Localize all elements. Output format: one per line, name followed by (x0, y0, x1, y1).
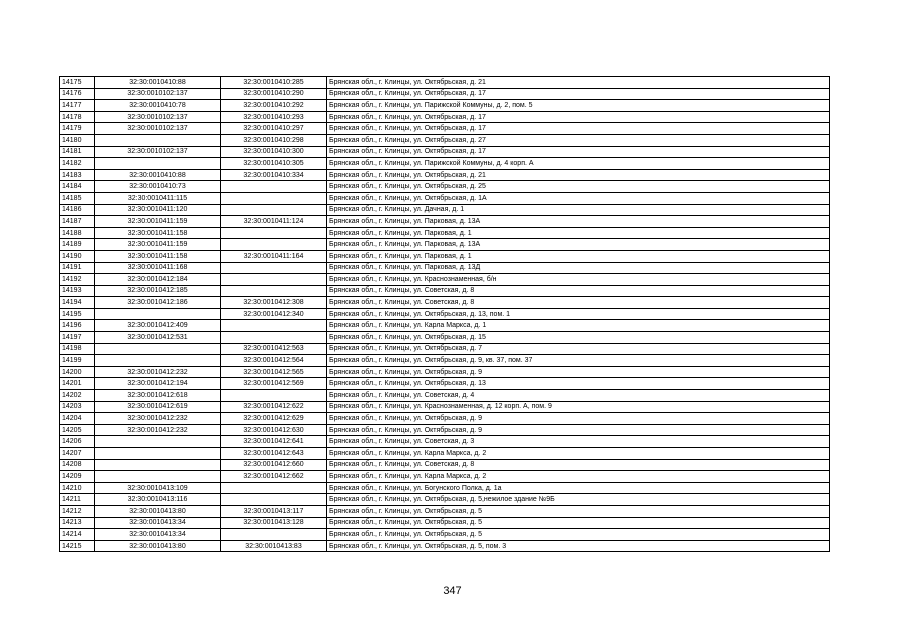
object-cadastral-number-cell: 32:30:0010412:563 (221, 343, 327, 355)
row-number-cell: 14195 (60, 308, 95, 320)
table-row (60, 77, 830, 89)
object-cadastral-number-cell: 32:30:0010412:662 (221, 471, 327, 483)
cadastral-number-cell: 32:30:0010412:409 (95, 320, 221, 332)
address-cell: Брянская обл., г. Клинцы, ул. Октябрьская, д. 21 (327, 77, 830, 89)
address-cell: Брянская обл., г. Клинцы, ул. Октябрьская, д. 7 (327, 343, 830, 355)
row-number-cell: 14212 (60, 505, 95, 517)
cadastral-number-cell: 32:30:0010412:619 (95, 401, 221, 413)
object-cadastral-number-cell (221, 181, 327, 193)
table-row (60, 158, 830, 170)
table-row (60, 88, 830, 100)
cadastral-number-cell: 32:30:0010411:115 (95, 192, 221, 204)
cadastral-number-cell: 32:30:0010102:137 (95, 88, 221, 100)
object-cadastral-number-cell: 32:30:0010413:83 (221, 540, 327, 552)
row-number-cell: 14182 (60, 158, 95, 170)
object-cadastral-number-cell (221, 262, 327, 274)
table-row (60, 169, 830, 181)
table-row (60, 297, 830, 309)
address-cell: Брянская обл., г. Клинцы, ул. Октябрьская, д. 21 (327, 169, 830, 181)
row-number-cell: 14179 (60, 123, 95, 135)
row-number-cell: 14211 (60, 494, 95, 506)
table-row (60, 134, 830, 146)
address-cell: Брянская обл., г. Клинцы, ул. Парижской Коммуны, д. 4 корп. А (327, 158, 830, 170)
cadastral-number-cell: 32:30:0010413:34 (95, 517, 221, 529)
table-row (60, 146, 830, 158)
address-cell: Брянская обл., г. Клинцы, ул. Октябрьская, д. 1А (327, 192, 830, 204)
cadastral-number-cell: 32:30:0010413:80 (95, 540, 221, 552)
table-row (60, 366, 830, 378)
table-row (60, 332, 830, 344)
cadastral-number-cell: 32:30:0010411:159 (95, 216, 221, 228)
cadastral-number-cell: 32:30:0010413:80 (95, 505, 221, 517)
row-number-cell: 14185 (60, 192, 95, 204)
object-cadastral-number-cell (221, 320, 327, 332)
address-cell: Брянская обл., г. Клинцы, ул. Октябрьская, д. 25 (327, 181, 830, 193)
cadastral-number-cell: 32:30:0010412:232 (95, 366, 221, 378)
table-row (60, 111, 830, 123)
row-number-cell: 14181 (60, 146, 95, 158)
object-cadastral-number-cell (221, 204, 327, 216)
row-number-cell: 14199 (60, 355, 95, 367)
address-cell: Брянская обл., г. Клинцы, ул. Парковая, д. 13А (327, 216, 830, 228)
cadastral-number-cell: 32:30:0010410:88 (95, 169, 221, 181)
table-row (60, 482, 830, 494)
table-row (60, 250, 830, 262)
cadastral-number-cell: 32:30:0010412:186 (95, 297, 221, 309)
address-cell: Брянская обл., г. Клинцы, ул. Советская, д. 8 (327, 459, 830, 471)
cadastral-number-cell: 32:30:0010412:232 (95, 413, 221, 425)
cadastral-number-cell: 32:30:0010411:158 (95, 227, 221, 239)
row-number-cell: 14205 (60, 424, 95, 436)
table-row (60, 540, 830, 552)
object-cadastral-number-cell: 32:30:0010412:565 (221, 366, 327, 378)
object-cadastral-number-cell: 32:30:0010412:308 (221, 297, 327, 309)
object-cadastral-number-cell: 32:30:0010412:643 (221, 448, 327, 460)
address-cell: Брянская обл., г. Клинцы, ул. Октябрьская, д. 9 (327, 424, 830, 436)
cadastral-number-cell: 32:30:0010411:158 (95, 250, 221, 262)
row-number-cell: 14213 (60, 517, 95, 529)
address-cell: Брянская обл., г. Клинцы, ул. Дачная, д. 1 (327, 204, 830, 216)
address-cell: Брянская обл., г. Клинцы, ул. Октябрьская, д. 13, пом. 1 (327, 308, 830, 320)
row-number-cell: 14183 (60, 169, 95, 181)
cadastral-number-cell: 32:30:0010102:137 (95, 123, 221, 135)
cadastral-number-cell: 32:30:0010413:34 (95, 529, 221, 541)
address-cell: Брянская обл., г. Клинцы, ул. Октябрьская, д. 17 (327, 88, 830, 100)
address-cell: Брянская обл., г. Клинцы, ул. Карла Маркса, д. 2 (327, 471, 830, 483)
address-cell: Брянская обл., г. Клинцы, ул. Советская, д. 8 (327, 297, 830, 309)
address-cell: Брянская обл., г. Клинцы, ул. Октябрьская, д. 9 (327, 366, 830, 378)
object-cadastral-number-cell: 32:30:0010410:300 (221, 146, 327, 158)
table-row (60, 285, 830, 297)
row-number-cell: 14177 (60, 100, 95, 112)
cadastral-number-cell: 32:30:0010413:116 (95, 494, 221, 506)
address-cell: Брянская обл., г. Клинцы, ул. Парижской Коммуны, д. 2, пом. 5 (327, 100, 830, 112)
cadastral-number-cell (95, 459, 221, 471)
cadastral-number-cell (95, 343, 221, 355)
address-cell: Брянская обл., г. Клинцы, ул. Краснознаменная, д. 12 корп. А, пом. 9 (327, 401, 830, 413)
address-cell: Брянская обл., г. Клинцы, ул. Парковая, д. 1 (327, 227, 830, 239)
row-number-cell: 14180 (60, 134, 95, 146)
object-cadastral-number-cell (221, 529, 327, 541)
row-number-cell: 14187 (60, 216, 95, 228)
row-number-cell: 14214 (60, 529, 95, 541)
cadastral-number-cell (95, 308, 221, 320)
table-row (60, 471, 830, 483)
row-number-cell: 14215 (60, 540, 95, 552)
address-cell: Брянская обл., г. Клинцы, ул. Октябрьская, д. 5, пом. 3 (327, 540, 830, 552)
address-cell: Брянская обл., г. Клинцы, ул. Октябрьская, д. 5,нежилое здание №9Б (327, 494, 830, 506)
row-number-cell: 14200 (60, 366, 95, 378)
row-number-cell: 14184 (60, 181, 95, 193)
row-number-cell: 14191 (60, 262, 95, 274)
cadastral-number-cell: 32:30:0010412:185 (95, 285, 221, 297)
cadastral-number-cell: 32:30:0010410:78 (95, 100, 221, 112)
object-cadastral-number-cell: 32:30:0010412:340 (221, 308, 327, 320)
object-cadastral-number-cell (221, 494, 327, 506)
row-number-cell: 14188 (60, 227, 95, 239)
object-cadastral-number-cell (221, 390, 327, 402)
object-cadastral-number-cell: 32:30:0010413:128 (221, 517, 327, 529)
object-cadastral-number-cell (221, 332, 327, 344)
address-cell: Брянская обл., г. Клинцы, ул. Октябрьская, д. 13 (327, 378, 830, 390)
address-cell: Брянская обл., г. Клинцы, ул. Карла Маркса, д. 1 (327, 320, 830, 332)
cadastral-number-cell (95, 448, 221, 460)
page-number: 347 (443, 585, 462, 597)
address-cell: Брянская обл., г. Клинцы, ул. Советская, д. 4 (327, 390, 830, 402)
address-cell: Брянская обл., г. Клинцы, ул. Октябрьская, д. 17 (327, 123, 830, 135)
table-row (60, 320, 830, 332)
object-cadastral-number-cell: 32:30:0010410:290 (221, 88, 327, 100)
row-number-cell: 14204 (60, 413, 95, 425)
property-table-body (60, 77, 830, 552)
cadastral-number-cell: 32:30:0010411:159 (95, 239, 221, 251)
address-cell: Брянская обл., г. Клинцы, ул. Октябрьская, д. 17 (327, 111, 830, 123)
address-cell: Брянская обл., г. Клинцы, ул. Советская, д. 3 (327, 436, 830, 448)
object-cadastral-number-cell: 32:30:0010410:334 (221, 169, 327, 181)
table-row (60, 436, 830, 448)
cadastral-number-cell: 32:30:0010412:531 (95, 332, 221, 344)
object-cadastral-number-cell: 32:30:0010412:660 (221, 459, 327, 471)
row-number-cell: 14176 (60, 88, 95, 100)
row-number-cell: 14197 (60, 332, 95, 344)
row-number-cell: 14189 (60, 239, 95, 251)
table-row (60, 424, 830, 436)
row-number-cell: 14207 (60, 448, 95, 460)
cadastral-number-cell: 32:30:0010412:232 (95, 424, 221, 436)
address-cell: Брянская обл., г. Клинцы, ул. Октябрьская, д. 5 (327, 505, 830, 517)
address-cell: Брянская обл., г. Клинцы, ул. Октябрьская, д. 17 (327, 146, 830, 158)
address-cell: Брянская обл., г. Клинцы, ул. Октябрьская, д. 15 (327, 332, 830, 344)
cadastral-number-cell: 32:30:0010102:137 (95, 111, 221, 123)
object-cadastral-number-cell: 32:30:0010412:569 (221, 378, 327, 390)
object-cadastral-number-cell: 32:30:0010412:630 (221, 424, 327, 436)
table-row (60, 227, 830, 239)
object-cadastral-number-cell (221, 482, 327, 494)
table-row (60, 378, 830, 390)
cadastral-number-cell (95, 158, 221, 170)
address-cell: Брянская обл., г. Клинцы, ул. Октябрьская, д. 9 (327, 413, 830, 425)
table-row (60, 448, 830, 460)
table-row (60, 192, 830, 204)
address-cell: Брянская обл., г. Клинцы, ул. Парковая, д. 13Д (327, 262, 830, 274)
address-cell: Брянская обл., г. Клинцы, ул. Богунского Полка, д. 1а (327, 482, 830, 494)
property-table (59, 76, 830, 552)
object-cadastral-number-cell: 32:30:0010412:641 (221, 436, 327, 448)
row-number-cell: 14203 (60, 401, 95, 413)
row-number-cell: 14194 (60, 297, 95, 309)
table-row (60, 181, 830, 193)
object-cadastral-number-cell: 32:30:0010410:298 (221, 134, 327, 146)
table-row (60, 343, 830, 355)
cadastral-number-cell: 32:30:0010412:194 (95, 378, 221, 390)
address-cell: Брянская обл., г. Клинцы, ул. Советская, д. 8 (327, 285, 830, 297)
object-cadastral-number-cell (221, 192, 327, 204)
table-row (60, 401, 830, 413)
row-number-cell: 14202 (60, 390, 95, 402)
object-cadastral-number-cell: 32:30:0010411:124 (221, 216, 327, 228)
table-row (60, 204, 830, 216)
cadastral-number-cell: 32:30:0010102:137 (95, 146, 221, 158)
cadastral-number-cell: 32:30:0010411:168 (95, 262, 221, 274)
row-number-cell: 14209 (60, 471, 95, 483)
object-cadastral-number-cell: 32:30:0010412:629 (221, 413, 327, 425)
row-number-cell: 14206 (60, 436, 95, 448)
table-row (60, 355, 830, 367)
object-cadastral-number-cell: 32:30:0010410:305 (221, 158, 327, 170)
table-row (60, 308, 830, 320)
table-row (60, 494, 830, 506)
table-row (60, 216, 830, 228)
object-cadastral-number-cell: 32:30:0010412:564 (221, 355, 327, 367)
cadastral-number-cell (95, 436, 221, 448)
row-number-cell: 14186 (60, 204, 95, 216)
cadastral-number-cell: 32:30:0010413:109 (95, 482, 221, 494)
cadastral-number-cell: 32:30:0010412:184 (95, 274, 221, 286)
object-cadastral-number-cell: 32:30:0010411:164 (221, 250, 327, 262)
object-cadastral-number-cell: 32:30:0010412:622 (221, 401, 327, 413)
address-cell: Брянская обл., г. Клинцы, ул. Октябрьская, д. 9, кв. 37, пом. 37 (327, 355, 830, 367)
row-number-cell: 14192 (60, 274, 95, 286)
row-number-cell: 14201 (60, 378, 95, 390)
object-cadastral-number-cell: 32:30:0010410:285 (221, 77, 327, 89)
object-cadastral-number-cell (221, 274, 327, 286)
row-number-cell: 14178 (60, 111, 95, 123)
object-cadastral-number-cell: 32:30:0010410:293 (221, 111, 327, 123)
object-cadastral-number-cell: 32:30:0010410:292 (221, 100, 327, 112)
row-number-cell: 14198 (60, 343, 95, 355)
cadastral-number-cell (95, 355, 221, 367)
table-row (60, 505, 830, 517)
row-number-cell: 14175 (60, 77, 95, 89)
table-row (60, 459, 830, 471)
cadastral-number-cell (95, 471, 221, 483)
address-cell: Брянская обл., г. Клинцы, ул. Парковая, д. 1 (327, 250, 830, 262)
address-cell: Брянская обл., г. Клинцы, ул. Краснознаменная, б/н (327, 274, 830, 286)
object-cadastral-number-cell (221, 227, 327, 239)
row-number-cell: 14210 (60, 482, 95, 494)
table-row (60, 413, 830, 425)
object-cadastral-number-cell (221, 239, 327, 251)
row-number-cell: 14208 (60, 459, 95, 471)
table-row (60, 529, 830, 541)
address-cell: Брянская обл., г. Клинцы, ул. Октябрьская, д. 5 (327, 517, 830, 529)
cadastral-number-cell: 32:30:0010412:618 (95, 390, 221, 402)
table-row (60, 239, 830, 251)
object-cadastral-number-cell (221, 285, 327, 297)
row-number-cell: 14193 (60, 285, 95, 297)
cadastral-number-cell: 32:30:0010410:73 (95, 181, 221, 193)
table-row (60, 274, 830, 286)
address-cell: Брянская обл., г. Клинцы, ул. Октябрьская, д. 5 (327, 529, 830, 541)
row-number-cell: 14196 (60, 320, 95, 332)
table-row (60, 123, 830, 135)
row-number-cell: 14190 (60, 250, 95, 262)
object-cadastral-number-cell: 32:30:0010410:297 (221, 123, 327, 135)
table-row (60, 390, 830, 402)
cadastral-number-cell (95, 134, 221, 146)
table-row (60, 262, 830, 274)
address-cell: Брянская обл., г. Клинцы, ул. Карла Маркса, д. 2 (327, 448, 830, 460)
table-row (60, 517, 830, 529)
table-row (60, 100, 830, 112)
cadastral-number-cell: 32:30:0010411:120 (95, 204, 221, 216)
address-cell: Брянская обл., г. Клинцы, ул. Парковая, д. 13А (327, 239, 830, 251)
address-cell: Брянская обл., г. Клинцы, ул. Октябрьская, д. 27 (327, 134, 830, 146)
object-cadastral-number-cell: 32:30:0010413:117 (221, 505, 327, 517)
cadastral-number-cell: 32:30:0010410:88 (95, 77, 221, 89)
